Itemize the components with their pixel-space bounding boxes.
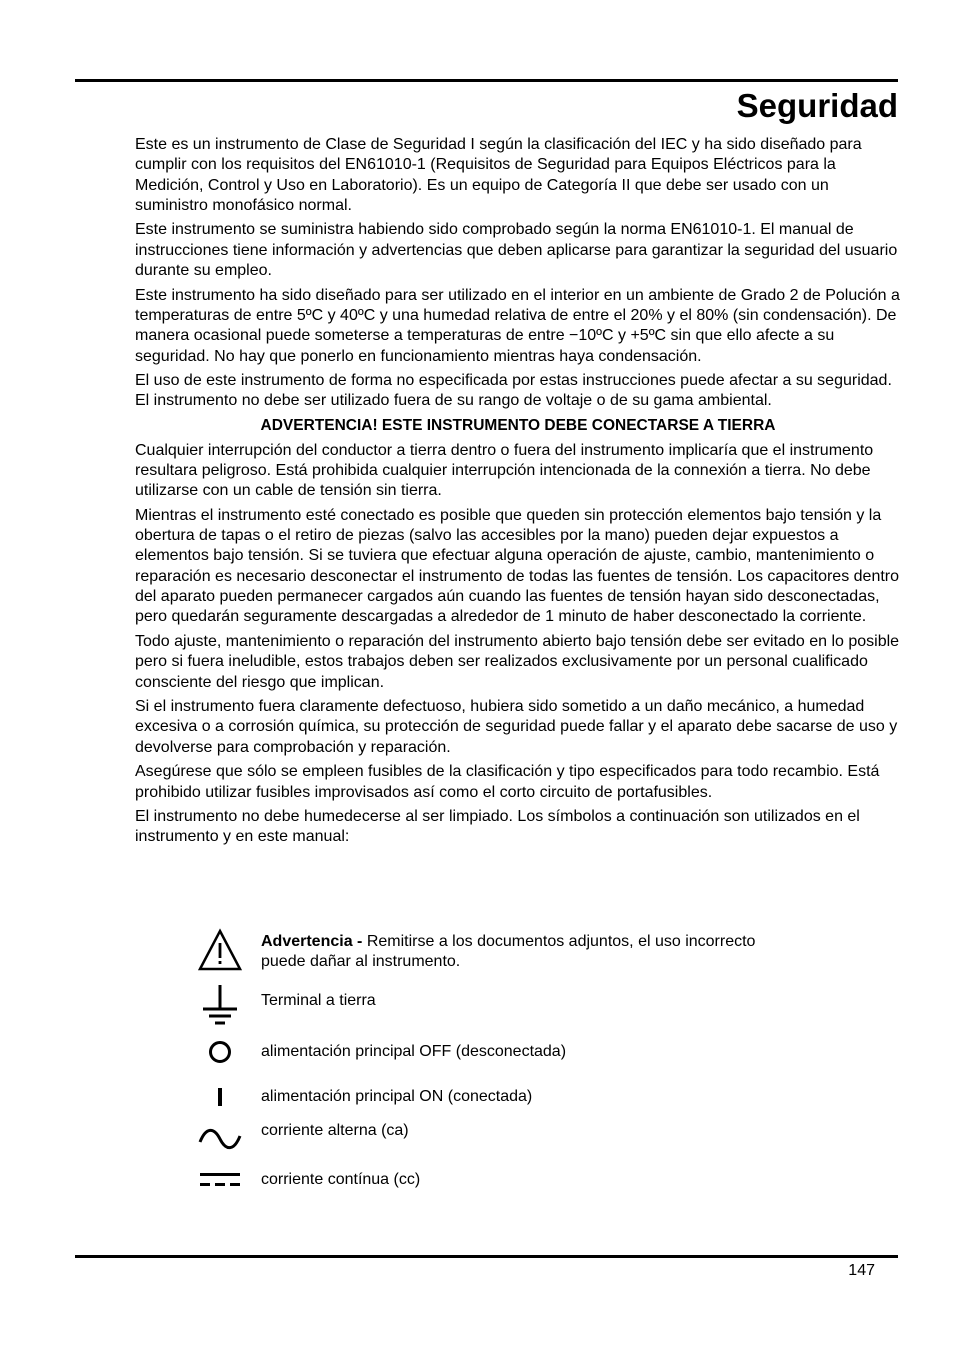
ground-terminal-icon (195, 983, 245, 1029)
paragraph: El instrumento no debe humedecerse al ser limpiado. Los símbolos a continuación son utilizados en el instrumento y en este manual: (135, 808, 860, 846)
direct-current-icon (195, 1170, 245, 1190)
symbol-label-ground: Terminal a tierra (261, 992, 376, 1009)
page-title: Seguridad (736, 87, 898, 124)
symbol-label-power-off: alimentación principal OFF (desconectada) (261, 1043, 567, 1060)
symbol-label-warning (261, 932, 781, 973)
ground-warning: ADVERTENCIA! ESTE INSTRUMENTO DEBE CONECTARSE A TIERRA (260, 417, 776, 435)
bottom-rule (75, 1255, 898, 1258)
paragraph: Este es un instrumento de Clase de Seguridad I según la clasificación del IEC y ha sido diseñado para cumplir con los requisitos del EN61010-1 (Requisitos de Seguridad para Equipos Eléctricos para la Medición, Control y Uso en Laboratorio). Es un equipo de Categoría II que debe ser usado con un suministro monofásico normal. (135, 136, 862, 214)
page-number: 147 (848, 1262, 875, 1279)
alternating-current-icon (195, 1125, 245, 1153)
warning-triangle-icon (195, 928, 245, 972)
paragraph: Este instrumento se suministra habiendo sido comprobado según la norma EN61010-1. El manual de instrucciones tiene información y advertencias que deben aplicarse para garantizar la seguridad del usuario durante su empleo. (135, 221, 898, 280)
power-off-icon (195, 1039, 245, 1065)
symbol-label-bold: Advertencia - (261, 933, 363, 950)
paragraph: Si el instrumento fuera claramente defectuoso, hubiera sido sometido a un daño mecánico, a humedad excesiva o a corrosión química, su protección de seguridad puede fallar y el aparato debe sacarse de uso y devolverse para comprobación y reparación. (135, 698, 898, 756)
symbol-label-power-on: alimentación principal ON (conectada) (261, 1088, 533, 1105)
paragraph: El uso de este instrumento de forma no especificada por estas instrucciones puede afectar a su seguridad. El instrumento no debe ser utilizado fuera de su rango de voltaje o de su gama ambiental. (135, 372, 892, 410)
paragraph: Este instrumento ha sido diseñado para ser utilizado en el interior en un ambiente de Grado 2 de Polución a temperaturas de entre 5ºC y 40ºC y una humedad relativa de entre el 20% y el 80% (sin condensación). De manera ocasional puede someterse a temperaturas de entre −10ºC y +5ºC sin que ello afecte a su seguridad. No hay que ponerlo en funcionamiento mientras haya condensación. (135, 286, 900, 365)
power-on-icon (195, 1086, 245, 1108)
paragraph: Cualquier interrupción del conductor a tierra dentro o fuera del instrumento implicaría que el instrumento resultara peligroso. Está prohibida cualquier interrupción intencionada de la connexión a tierra. No debe utilizarse con un cable de tensión sin tierra. (135, 441, 874, 500)
paragraph: Todo ajuste, mantenimiento o reparación del instrumento abierto bajo tensión debe ser evitado en lo posible pero si fuera ineludible, estos trabajos deben ser realizados exclusivamente por un personal cualificado consciente del riesgo que implican. (135, 632, 900, 691)
top-rule (75, 79, 898, 82)
symbol-label-text: Remitirse a los documentos adjuntos, el uso incorrecto puede dañar al instrumento. (261, 933, 756, 971)
symbol-label-dc: corriente contínua (cc) (261, 1171, 421, 1188)
symbol-label-ac: corriente alterna (ca) (261, 1122, 409, 1139)
paragraph: Mientras el instrumento esté conectado es posible que queden sin protección elementos bajo tensión y la obertura de tapas o el retiro de piezas (salvo las accesibles por la mano) pueden dejar expuestos a elementos bajo tensión. Si se tuviera que efectuar alguna operación de ajuste, cambio, mantenimiento o reparación es necesario desconectar el instrumento de todas las fuentes de tensión. Los capacitores dentro del aparato pueden permanecer cargados aún cuando las fuentes de tensión hayan sido desconectadas, pero quedarán seguramente descargadas a alrededor de 1 minuto de haber desconectado la corriente. (135, 506, 900, 626)
paragraph: Asegúrese que sólo se empleen fusibles de la clasificación y tipo especificados para todo recambio. Está prohibido utilizar fusibles improvisados así como el corto circuito de portafusibles. (135, 763, 880, 801)
body-text (135, 135, 901, 852)
